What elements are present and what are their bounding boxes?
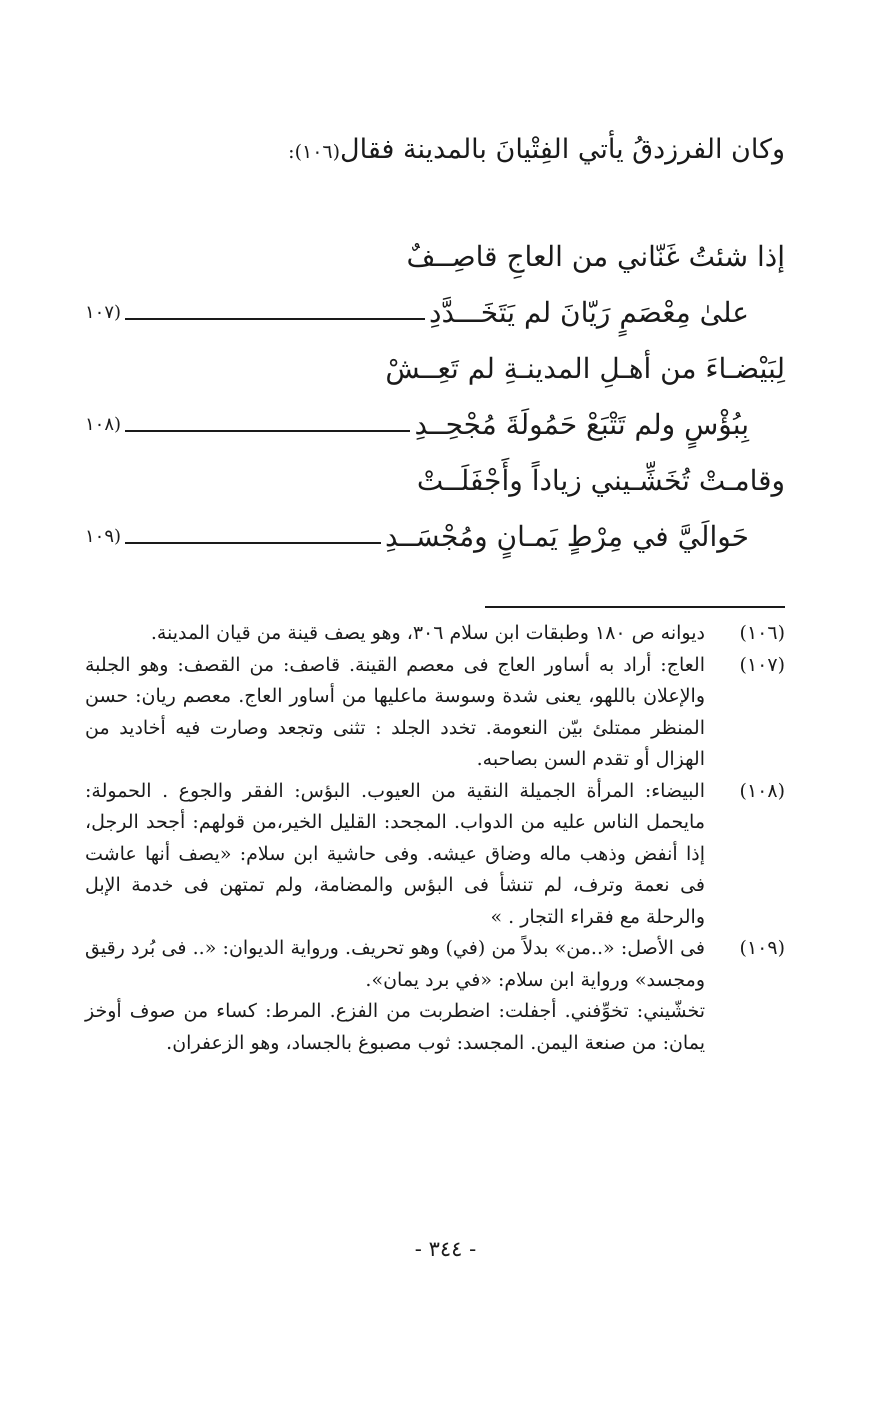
verse-footnote-ref: (١٠٧	[85, 302, 122, 323]
footnote-text: البيضاء: المرأة الجميلة النقية من العيوب. البؤس: الفقر والجوع . الحمولة: مايحمل الناس عليه من الدواب. المجحد: القليل الخير،من قولهم: أجحد الرجل، إذا أنفض وذهب ماله وضاق عيشه. وفى حاشية ابن سلام: «يصف أنها عاشت فى نعمة وترف، لم تنشأ فى البؤس والمضامة، ولم تمتهن فى خدمة الإبل والرحلة مع فقراء التجار . »	[85, 779, 705, 928]
verse-second-hemistich	[85, 400, 749, 450]
footnote	[85, 650, 785, 776]
footnote	[85, 933, 785, 996]
footnote-number: (١٠٧)	[739, 653, 785, 676]
footnote-text: فى الأصل: «..من» بدلاً من (في) وهو تحريف. ورواية الديوان: «.. فى بُرد رقيق ومجسد» ورواية ابن سلام: «في برد يمان».	[85, 937, 705, 991]
footnote-text: ديوانه ص ١٨٠ وطبقات ابن سلام ٣٠٦، وهو يصف قينة من قيان المدينة.	[150, 622, 705, 644]
footnote-number: (١٠٦)	[739, 622, 785, 644]
verse-second-text: بِبُؤْسٍ ولم تَتْبَعْ حَمُولَةَ مُجْحِــدِ	[414, 408, 749, 441]
intro-text: وكان الفرزدقُ يأتي الفِتْيانَ بالمدينة فقال	[340, 134, 785, 165]
intro-footnote-ref: (١٠٦):	[288, 141, 341, 163]
verse-first-hemistich: إذا شئتُ غَنّاني من العاجِ قاصِــفٌ	[406, 240, 785, 273]
footnote-text: العاج: أراد به أساور العاج فى معصم القينة. قاصف: من القصف: وهو الجلبة والإعلان باللهو، يعنى شدة وسوسة ماعليها من أساور العاج. معصم ريان: حسن المنظر ممتلئ بيّن النعومة. تخدد الجلد : تثنى وتجعد وصارت فيه أخاديد من الهزال أو تقدم السن بصاحبه.	[85, 653, 705, 770]
kashida-line	[125, 542, 381, 544]
poem	[85, 232, 785, 568]
kashida-line	[125, 430, 410, 432]
footnote-number: (١٠٨)	[739, 779, 785, 802]
intro-line	[85, 128, 785, 174]
verse-first-hemistich: لِبَيْضـاءَ من أهـلِ المدينـةِ لم تَعِــشْ	[385, 352, 785, 385]
footnote-separator	[485, 606, 785, 608]
verse	[85, 456, 785, 568]
verse-second-hemistich	[85, 288, 749, 338]
footnotes	[85, 618, 785, 1059]
verse-footnote-ref: (١٠٩	[85, 526, 122, 547]
verse	[85, 344, 785, 456]
page-number: - ٣٤٤ -	[414, 1237, 477, 1261]
footnote-gloss: تخشّيني: تخوِّفني. أجفلت: اضطربت من الفزع. المرط: كساء من صوف أوخز يمان: من صنعة اليمن. المجسد: ثوب مصبوغ بالجساد، وهو الزعفران.	[85, 1000, 705, 1054]
footnote	[85, 618, 785, 650]
verse-first-hemistich: وقامـتْ تُخَشِّـيني زياداً وأَجْفَلَــتْ	[416, 464, 785, 497]
verse-second-text: حَوالَيَّ في مِرْطٍ يَمـانٍ ومُجْسَــدِ	[384, 520, 749, 553]
verse-second-text: علىٰ مِعْصَمٍ رَيّانَ لم يَتَخَـــدَّدِ	[428, 296, 749, 329]
verse-footnote-ref: (١٠٨	[85, 414, 122, 435]
footnote-number: (١٠٩)	[739, 937, 785, 959]
kashida-line	[125, 318, 425, 320]
verse	[85, 232, 785, 344]
verse-second-hemistich	[85, 512, 749, 562]
footnote	[85, 776, 785, 934]
